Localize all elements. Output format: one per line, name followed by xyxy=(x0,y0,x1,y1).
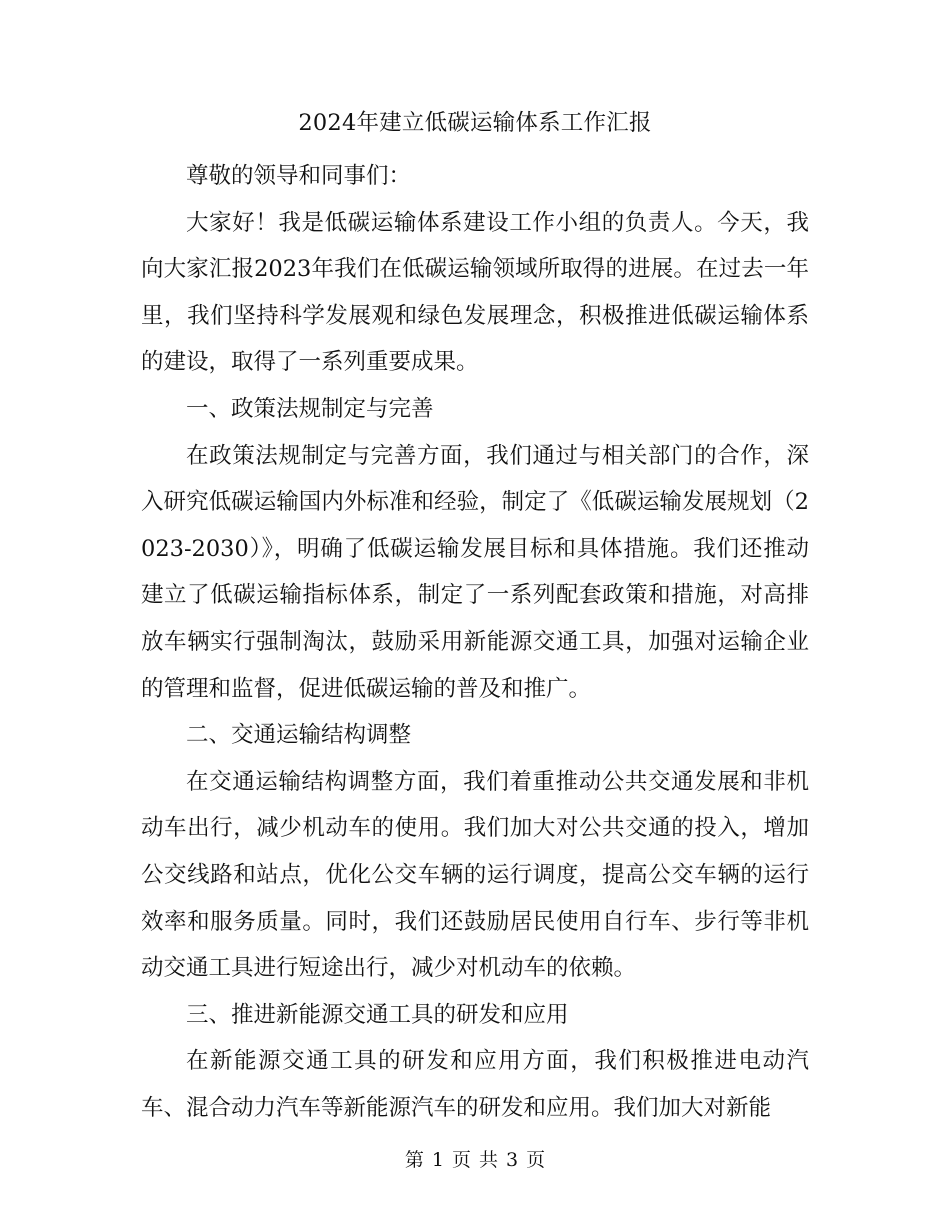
document-title: 2024年建立低碳运输体系工作汇报 xyxy=(298,110,652,136)
section-heading-new-energy: 三、推进新能源交通工具的研发和应用 xyxy=(186,1001,569,1028)
document-body xyxy=(141,105,809,1131)
section-body-new-energy: 在新能源交通工具的研发和应用方面，我们积极推进电动汽车、混合动力汽车等新能源汽车的研发和应用。我们加大对新能 xyxy=(141,1048,809,1121)
section-body-structure: 在交通运输结构调整方面，我们着重推动公共交通发展和非机动车出行，减少机动车的使用。我们加大对公共交通的投入，增加公交线路和站点，优化公交车辆的运行调度，提高公交车辆的运行效率和服务质量。同时，我们还鼓励居民使用自行车、步行等非机动交通工具进行短途出行，减少对机动车的依赖。 xyxy=(141,768,809,982)
section-body-policy: 在政策法规制定与完善方面，我们通过与相关部门的合作，深入研究低碳运输国内外标准和经验，制定了《低碳运输发展规划（2023-2030）》，明确了低碳运输发展目标和具体措施。我们还推动建立了低碳运输指标体系，制定了一系列配套政策和措施，对高排放车辆实行强制淘汰，鼓励采用新能源交通工具，加强对运输企业的管理和监督，促进低碳运输的普及和推广。 xyxy=(141,442,809,702)
salutation: 尊敬的领导和同事们： xyxy=(186,163,412,189)
section-heading-policy: 一、政策法规制定与完善 xyxy=(186,395,434,422)
intro-paragraph: 大家好！我是低碳运输体系建设工作小组的负责人。今天，我向大家汇报2023年我们在低碳运输领域所取得的进展。在过去一年里，我们坚持科学发展观和绿色发展理念，积极推进低碳运输体系的建设，取得了一系列重要成果。 xyxy=(141,209,809,376)
section-heading-structure: 二、交通运输结构调整 xyxy=(186,722,412,749)
page-number-footer: 第 1 页 共 3 页 xyxy=(404,1149,546,1171)
